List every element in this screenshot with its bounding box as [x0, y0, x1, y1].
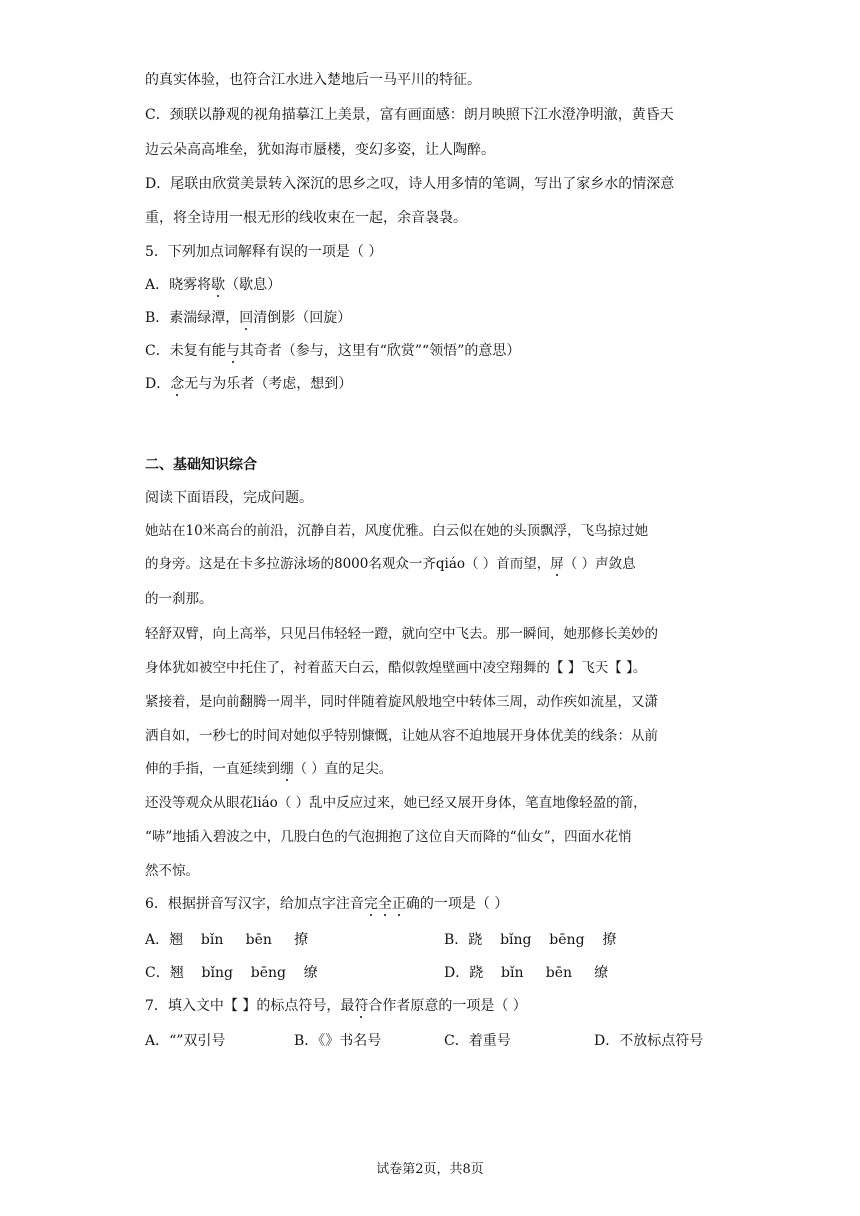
passage-line: 还没等观众从眼花liáo（ ）乱中反应过来，她已经又展开身体，笔直地像轻盈的箭，	[145, 795, 647, 811]
question-5-option-d: D．念无与为乐者（考虑，想到）	[145, 376, 353, 392]
passage-line: “哧”地插入碧波之中，几股白色的气泡拥抱了这位自天而降的“仙女”，四面水花悄	[145, 829, 632, 845]
instruction: 阅读下面语段，完成问题。	[145, 490, 313, 506]
question-5-stem: 5．下列加点词解释有误的一项是（ ）	[145, 244, 383, 260]
passage-line: 洒自如，一秒七的时间对她似乎特别慷慨，让她从容不迫地展开身体优美的线条：从前	[145, 728, 658, 744]
question-6-option-b: B．跷 bǐng bēng 撩	[444, 932, 617, 948]
passage-line: 的身旁。这是在卡多拉游泳场的8000名观众一齐qiáo（ ）首而望，屏（ ）声敛息	[145, 556, 636, 572]
dotted-char: 绷	[280, 761, 294, 777]
question-5-option-b: B．素湍绿潭，回清倒影（回旋）	[145, 310, 352, 326]
passage-line: 然不惊。	[145, 863, 199, 879]
question-5-option-a: A．晓雾将歇（歇息）	[145, 277, 282, 293]
question-6-stem: 6．根据拼音写汉字，给加点字注音完全正确的一项是（ ）	[145, 896, 509, 912]
dotted-char: 回	[239, 310, 254, 326]
text-line: 边云朵高高堆垒，犹如海市蜃楼，变幻多姿，让人陶醉。	[145, 142, 495, 158]
passage-line: 轻舒双臂，向上高举，只见吕伟轻轻一蹬，就向空中飞去。那一瞬间，她那修长美妙的	[145, 626, 658, 642]
dotted-char: 完	[363, 896, 378, 912]
dotted-char: 歇	[211, 277, 226, 293]
question-7-option-a: A．“”双引号	[145, 1033, 226, 1049]
option-c-line: C．颈联以静观的视角描摹江上美景，富有画面感：朗月映照下江水澄净明澈，黄昏天	[145, 107, 674, 123]
question-7-option-b: B．《》书名号	[294, 1033, 382, 1049]
dotted-char: 念	[170, 376, 185, 392]
question-5-option-c: C．未复有能与其奇者（参与，这里有“欣赏”“领悟”的意思）	[145, 343, 521, 359]
question-6-option-a: A．翘 bǐn bēn 撩	[145, 932, 309, 948]
question-6-option-d: D．跷 bǐn bēn 缭	[444, 965, 609, 981]
question-7-stem: 7．填入文中【 】的标点符号，最符合作者原意的一项是（ ）	[145, 998, 527, 1014]
passage-line: 伸的手指，一直延续到绷（ ）直的足尖。	[145, 761, 393, 777]
dotted-char: 与	[225, 343, 240, 359]
section-heading: 二、基础知识综合	[145, 457, 257, 473]
passage-line: 身体犹如被空中托住了，衬着蓝天白云，酷似敦煌壁画中凌空翔舞的【 】飞天【 】。	[145, 660, 647, 676]
question-7-option-c: C．着重号	[444, 1033, 511, 1049]
passage-line: 她站在10米高台的前沿，沉静自若，风度优雅。白云似在她的头顶飘浮，飞鸟掠过她	[145, 523, 649, 539]
option-d-line: D．尾联由欣赏美景转入深沉的思乡之叹，诗人用多情的笔调，写出了家乡水的情深意	[145, 176, 675, 192]
dotted-char: 全	[377, 896, 392, 912]
text-line: 重，将全诗用一根无形的线收束在一起，余音袅袅。	[145, 210, 467, 226]
passage-line: 的一刹那。	[145, 591, 213, 607]
page-footer: 试卷第2页，共8页	[376, 1162, 484, 1177]
dotted-char: 屏	[550, 556, 564, 572]
dotted-char: 符	[354, 998, 369, 1014]
question-7-option-d: D．不放标点符号	[594, 1033, 704, 1049]
question-6-option-c: C．翘 bǐng bēng 缭	[145, 965, 318, 981]
passage-line: 紧接着，是向前翻腾一周半，同时伴随着旋风般地空中转体三周，动作疾如流星，又潇	[145, 694, 658, 710]
text-line: 的真实体验，也符合江水进入楚地后一马平川的特征。	[145, 72, 481, 88]
dotted-char: 正	[391, 896, 406, 912]
